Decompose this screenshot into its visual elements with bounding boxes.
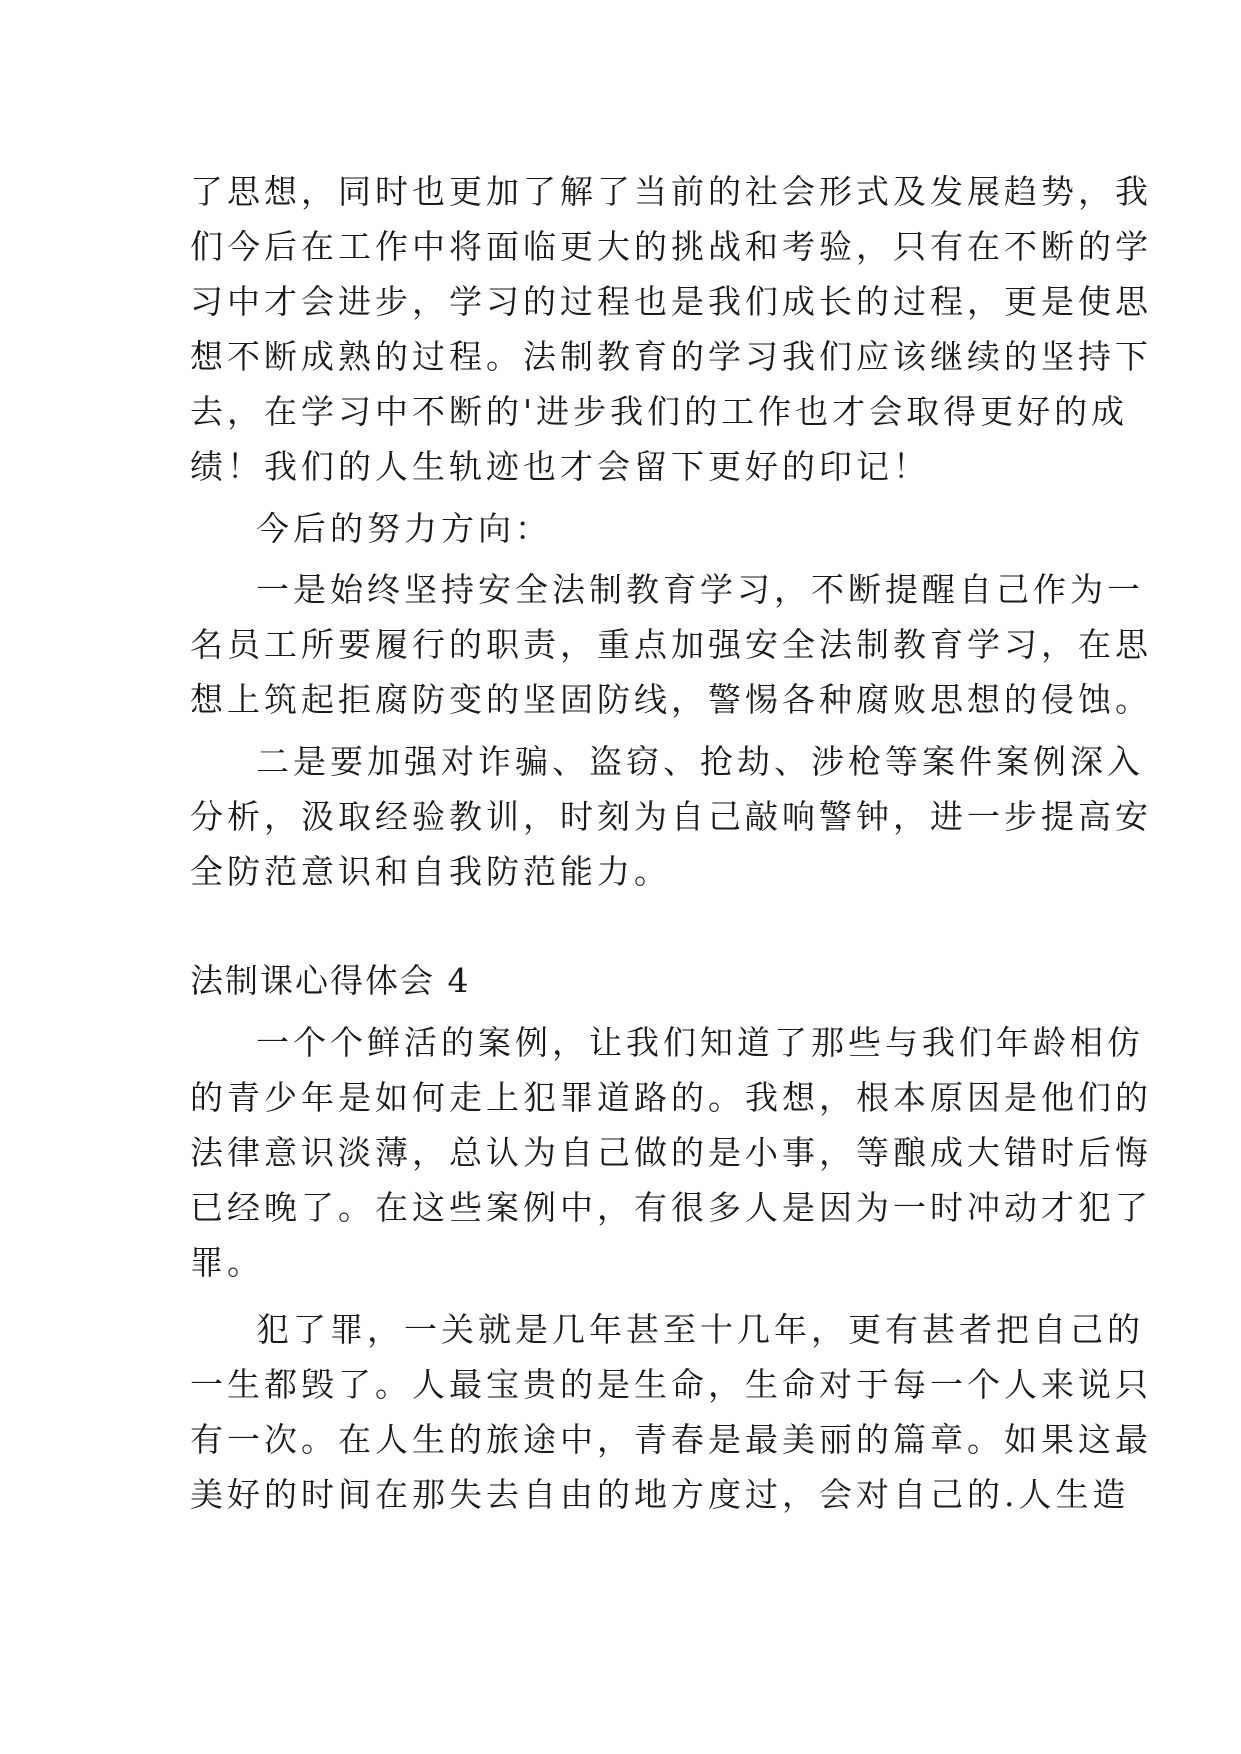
text-line: 有一次。在人生的旅途中，青春是最美丽的篇章。如果这最 [190,1420,1152,1459]
direction-heading: 今后的努力方向： [256,509,552,548]
section-title: 法制课心得体会 4 [190,961,471,1000]
text-line: 犯了罪，一关就是几年甚至十几年，更有甚者把自己的 [256,1310,1144,1349]
text-line: 美好的时间在那失去自由的地方度过，会对自己的.人生造 [190,1475,1130,1514]
text-line: 习中才会进步，学习的过程也是我们成长的过程，更是使思 [190,282,1152,321]
text-line: 想不断成熟的过程。法制教育的学习我们应该继续的坚持下 [190,337,1152,376]
text-line: 全防范意识和自我防范能力。 [190,852,671,891]
text-line: 罪。 [190,1243,264,1282]
text-line: 分析，汲取经验教训，时刻为自己敲响警钟，进一步提高安 [190,797,1152,836]
text-line: 绩！我们的人生轨迹也才会留下更好的印记！ [190,447,930,486]
text-line: 们今后在工作中将面临更大的挑战和考验，只有在不断的学 [190,227,1152,266]
text-line: 一生都毁了。人最宝贵的是生命，生命对于每一个人来说只 [190,1365,1152,1404]
text-line: 名员工所要履行的职责，重点加强安全法制教育学习，在思 [190,625,1152,664]
text-line: 了思想，同时也更加了解了当前的社会形式及发展趋势，我 [190,172,1152,211]
text-line: 一是始终坚持安全法制教育学习，不断提醒自己作为一 [256,570,1144,609]
text-line: 法律意识淡薄，总认为自己做的是小事，等酿成大错时后悔 [190,1133,1152,1172]
text-line: 去，在学习中不断的'进步我们的工作也才会取得更好的成 [190,392,1129,431]
text-line: 二是要加强对诈骗、盗窃、抢劫、涉枪等案件案例深入 [256,742,1144,781]
text-line: 想上筑起拒腐防变的坚固防线，警惕各种腐败思想的侵蚀。 [190,680,1152,719]
text-line: 的青少年是如何走上犯罪道路的。我想，根本原因是他们的 [190,1078,1152,1117]
text-line: 一个个鲜活的案例，让我们知道了那些与我们年龄相仿 [256,1023,1144,1062]
text-line: 已经晚了。在这些案例中，有很多人是因为一时冲动才犯了 [190,1188,1152,1227]
